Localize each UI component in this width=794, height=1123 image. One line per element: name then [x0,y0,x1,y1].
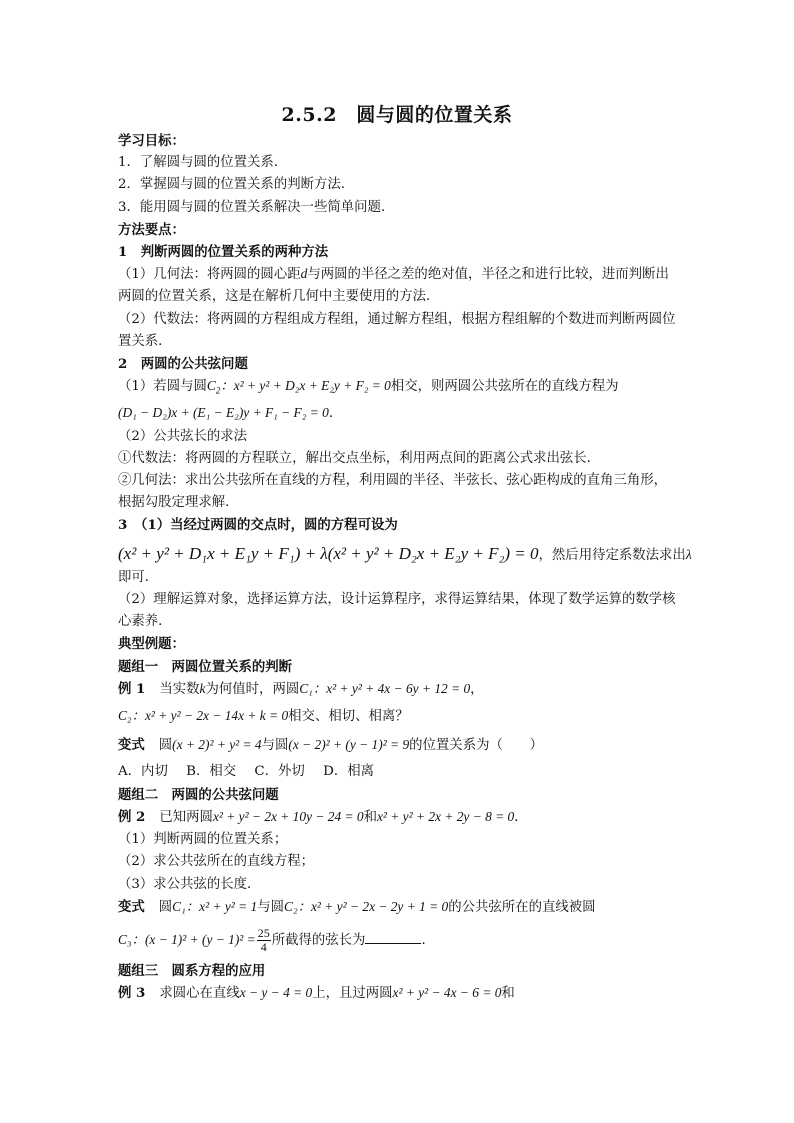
option-b: B．相交 [186,764,237,780]
method-3-heading: 3 （1）当经过两圆的交点时，圆的方程可设为 [118,517,398,534]
variant-2: 变式 圆C₁：x² + y² = 1与圆C₂：x² + y² − 2x − 2y + 1 = 0的公共弦所在的直线被圆 [118,898,596,915]
method-1-geometric: （1）几何法：将两圆的圆心距d与两圆的半径之差的绝对值，半径之和进行比较，进而判断出两圆的位置关系，这是在解析几何中主要使用的方法． [118,266,669,305]
method-1-algebraic: （2）代数法：将两圆的方程组成方程组，通过解方程组，根据方程组解的个数进而判断两圆位置关系． [118,311,676,349]
variant-1: 变式 圆(x + 2)² + y² = 4与圆(x − 2)² + (y − 1)² = 9的位置关系为（ ） [118,737,544,754]
chord-length-heading: （2）公共弦长的求法 [118,428,248,444]
fraction-25-over-4: $\frac{25}{4}$ [257,925,270,954]
circle-family-end: 即可． [118,569,159,585]
goals-heading: 学习目标： [118,133,185,149]
group-2-heading: 题组二 两圆的公共弦问题 [118,786,279,803]
example-1: 例 1 当实数k为何值时，两圆C₁：x² + y² + 4x − 6y + 12 = 0， [118,680,484,697]
method-3-literacy: （2）理解运算对象，选择运算方法，设计运算程序，求得运算结果，体现了数学运算的数学核心素养． [118,592,676,630]
example-2-part-1: （1）判断两圆的位置关系； [118,832,288,848]
example-2-part-2: （2）求公共弦所在的直线方程； [118,854,314,870]
document-body [118,130,692,1005]
page-title: 2.5.2 圆与圆的位置关系 [281,104,513,126]
methods-heading: 方法要点： [118,221,185,238]
circle-family-equation: (x² + y² + D₁x + E₁y + F₁) + λ(x² + y² + D₂x + E₂y + F₂) = 0，然后用待定系数法求出λ [118,543,692,563]
example-1-cont: C₂：x² + y² − 2x − 14x + k = 0相交、相切、相离？ [118,708,409,725]
goal-item-1: 1．了解圆与圆的位置关系． [118,155,288,171]
method-2-heading: 2 两圆的公共弦问题 [118,356,248,373]
chord-length-geometric: ②几何法：求出公共弦所在直线的方程，利用圆的半径、半弦长、弦心距构成的直角三角形，根据勾股定理求解． [118,473,668,511]
group-3-heading: 题组三 圆系方程的应用 [118,962,266,979]
chord-length-algebraic: ①代数法：将两圆的方程联立，解出交点坐标，利用两点间的距离公式求出弦长． [118,450,601,466]
answer-blank[interactable] [365,931,421,944]
goal-item-2: 2．掌握圆与圆的位置关系的判断方法． [118,177,355,193]
examples-heading: 典型例题： [118,636,185,653]
example-3: 例 3 求圆心在直线x − y − 4 = 0上，且过两圆x² + y² − 4x − 6 = 0和 [118,985,515,1002]
option-c: C．外切 [254,764,305,780]
circle-c2-label: $C_2$ [206,378,221,396]
option-d: D．相离 [323,764,374,780]
method-2-condition: （1）若圆与圆$C_2$：x² + y² + D₂x + E₂y + F₂ = 0相交，则两圆公共弦所在的直线方程为 [118,378,619,396]
example-2: 例 2 已知两圆x² + y² − 2x + 10y − 24 = 0和x² + y² + 2x + 2y − 8 = 0． [118,808,528,825]
variant-2-cont: C₃：(x − 1)² + (y − 1)² = $\frac{25}{4}$ 所截得的弦长为 ． [118,925,435,954]
variant-1-options [118,761,680,783]
group-1-heading: 题组一 两圆位置关系的判断 [118,658,293,675]
example-2-part-3: （3）求公共弦的长度． [118,876,261,892]
goal-item-3: 3．能用圆与圆的位置关系解决一些简单问题． [118,199,395,215]
common-chord-equation: (D₁ − D₂)x + (E₁ − E₂)y + F₁ − F₂ = 0． [118,405,343,422]
method-1-heading: 1 判断两圆的位置关系的两种方法 [118,244,329,261]
option-a: A．内切 [118,764,168,780]
